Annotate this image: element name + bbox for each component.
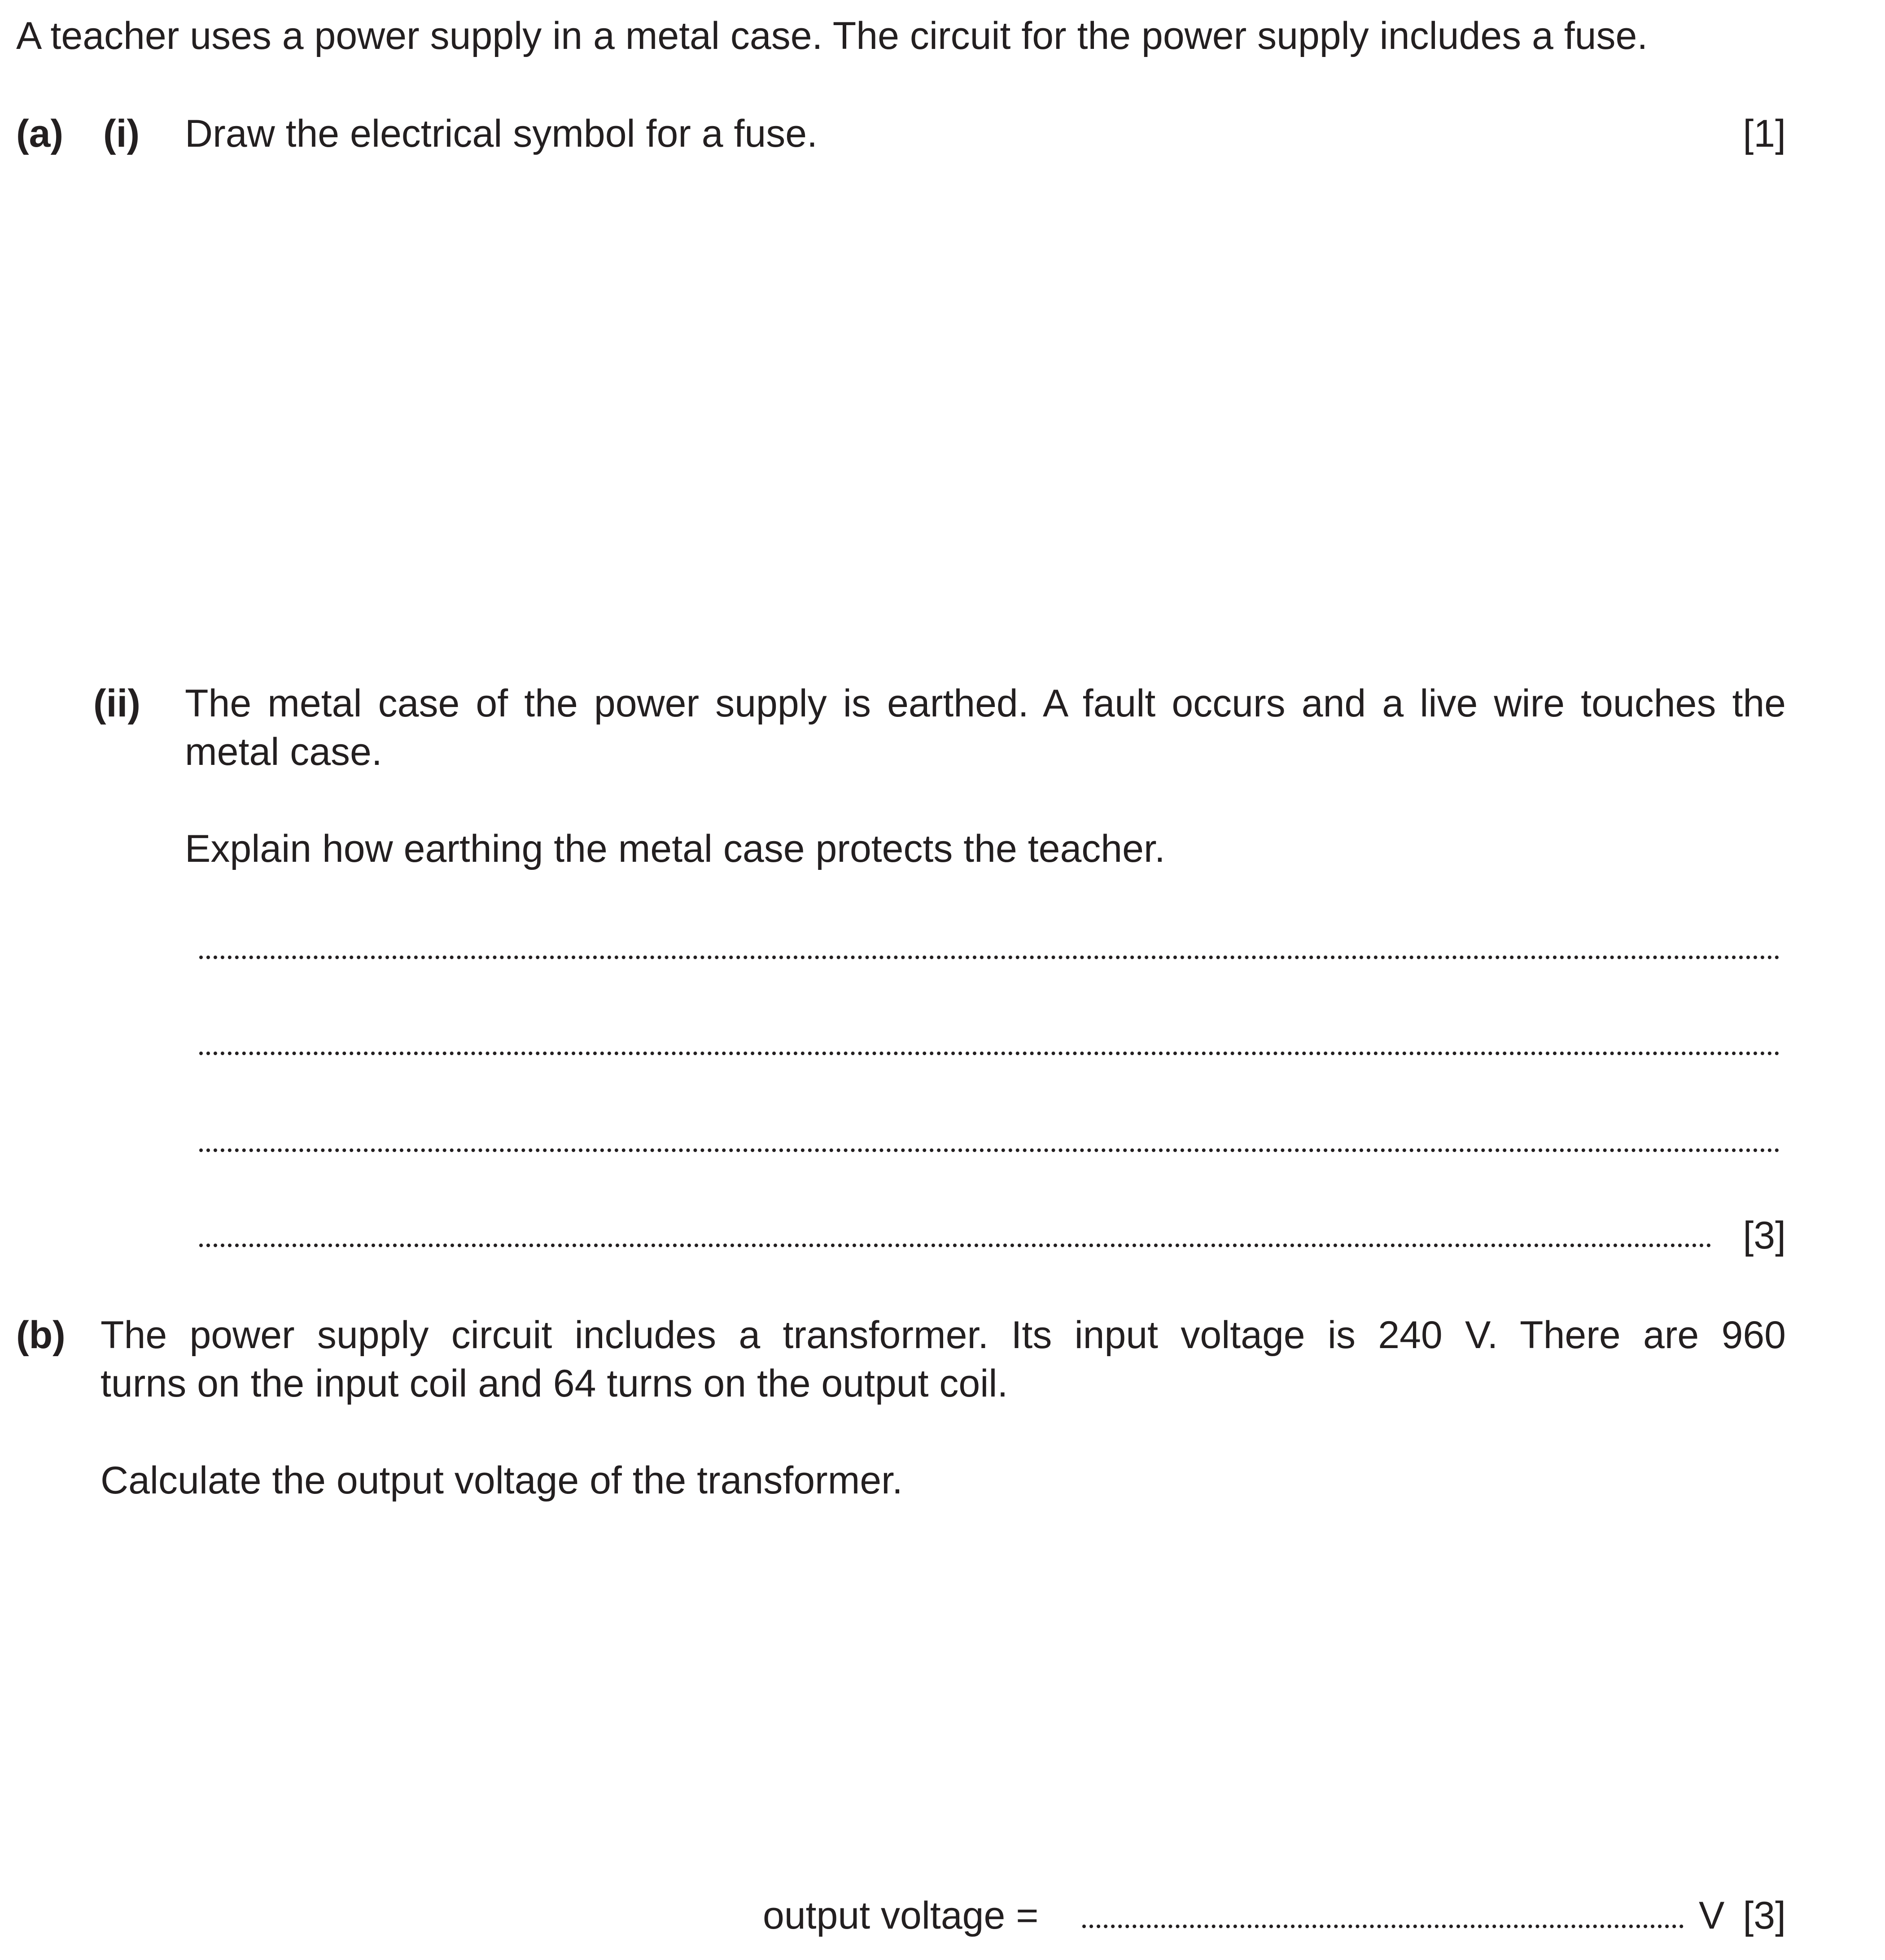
output-voltage-label: output voltage = <box>763 1894 1039 1937</box>
part-b-label: (b) <box>16 1314 66 1357</box>
part-b-marks: [3] <box>1743 1894 1786 1937</box>
answer-line-2[interactable] <box>199 1052 1780 1055</box>
part-a-i-marks: [1] <box>1743 112 1786 155</box>
working-area[interactable] <box>101 1525 1786 1875</box>
part-a-ii-stem-line1: The metal case of the power supply is earthed. A fault occurs and a live wire touches the <box>185 682 1786 725</box>
answer-line-1[interactable] <box>199 956 1780 959</box>
part-a-i-question: Draw the electrical symbol for a fuse. <box>185 112 818 155</box>
part-a-ii-marks: [3] <box>1743 1214 1786 1257</box>
part-b-stem-line1: The power supply circuit includes a transformer. Its input voltage is 240 V. There are 960 <box>101 1314 1786 1357</box>
answer-line-3[interactable] <box>199 1148 1780 1152</box>
answer-line-4[interactable] <box>199 1244 1711 1247</box>
output-voltage-answer-line[interactable] <box>1082 1925 1684 1928</box>
part-a-ii-label: (ii) <box>93 682 141 725</box>
output-voltage-unit: V <box>1699 1894 1725 1937</box>
fuse-drawing-area[interactable] <box>185 179 1782 655</box>
part-b-stem-line2: turns on the input coil and 64 turns on the output coil. <box>101 1362 1008 1405</box>
part-a-ii-question: Explain how earthing the metal case protects the teacher. <box>185 827 1165 870</box>
part-a-i-label: (i) <box>103 112 140 155</box>
part-a-ii-stem-line2: metal case. <box>185 730 382 773</box>
intro-text: A teacher uses a power supply in a metal case. The circuit for the power supply includes a fuse. <box>16 14 1648 57</box>
part-b-question: Calculate the output voltage of the transformer. <box>101 1459 903 1502</box>
part-a-label: (a) <box>16 112 64 155</box>
